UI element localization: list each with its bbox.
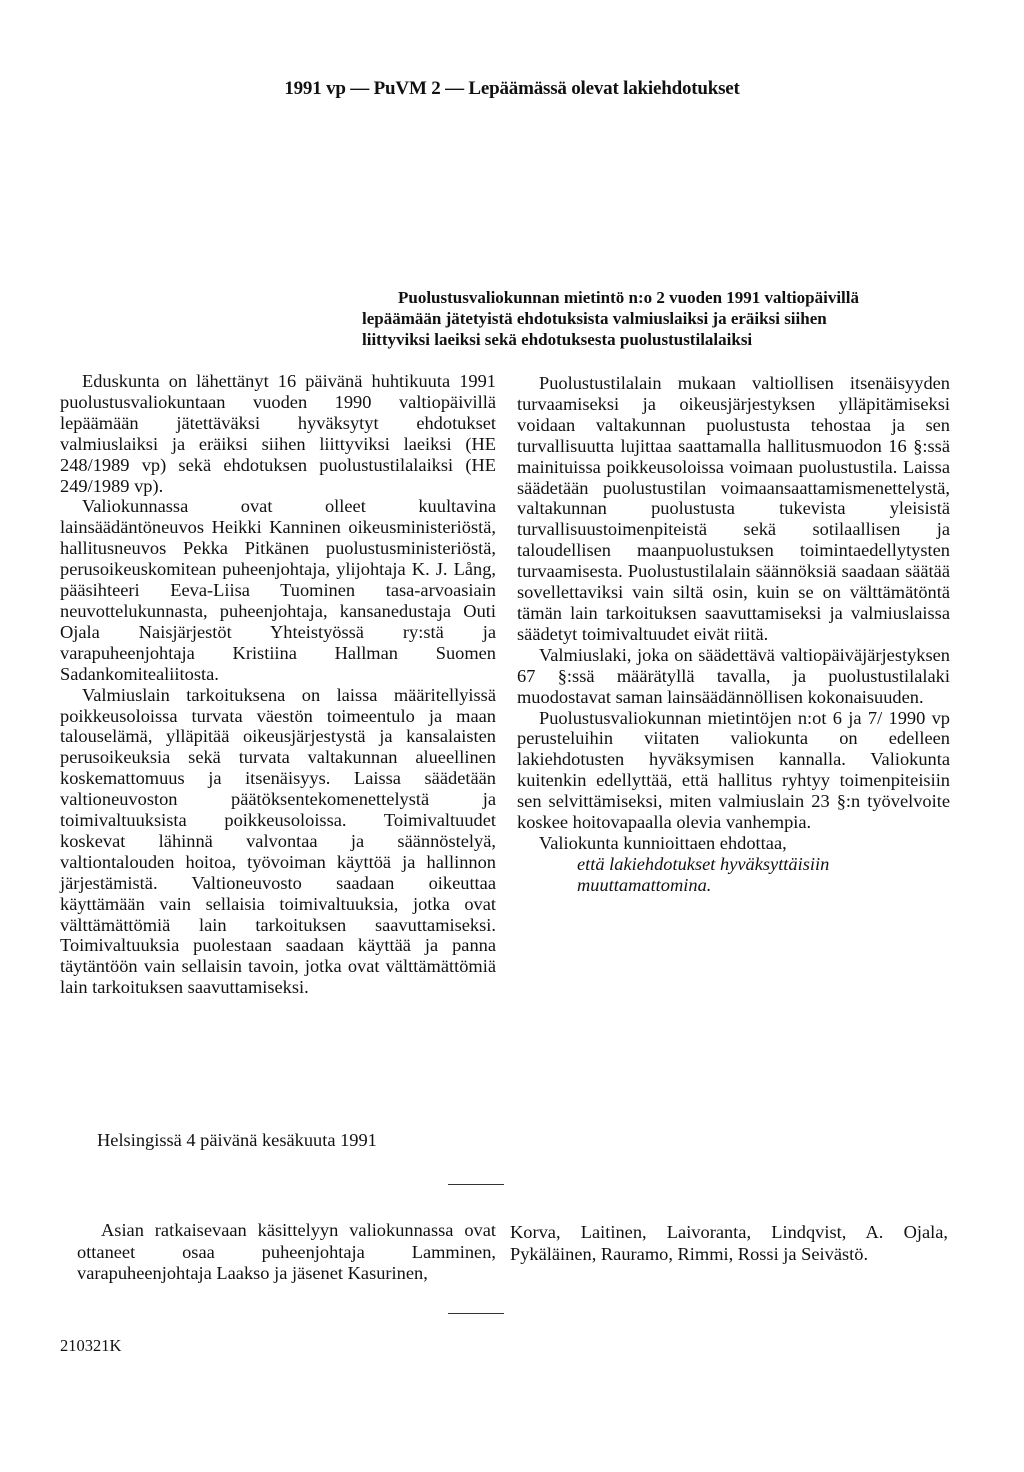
place-date: Helsingissä 4 päivänä kesäkuuta 1991 xyxy=(97,1130,377,1150)
proposal-text: että lakiehdotukset hyväksyttäisiin muuttamattomina. xyxy=(577,853,830,895)
divider xyxy=(448,1184,504,1185)
paragraph: Puolustusvaliokunnan mietintöjen n:ot 6 ja 7/ 1990 vp perusteluihin viitaten valiokunta on edelleen lakiehdotusten hyväksymisen kannalla. Valiokunta kuitenkin edellyttää, että hallitus ryhtyy toimenpiteisiin sen selvittämiseksi, miten valmiuslain 23 §:n työvelvoite koskee hoitovapaalla olevia vanhempia. xyxy=(517,707,950,833)
paragraph: Valmiuslaki, joka on säädettävä valtiopäiväjärjestyksen 67 §:ssä määrätyllä tavalla, ja puolustustilalaki muodostavat saman lainsäädännöllisen kokonaisuuden. xyxy=(517,644,950,707)
paragraph: Valiokunta kunnioittaen ehdottaa, xyxy=(539,832,787,853)
paragraph: Puolustustilalain mukaan valtiollisen itsenäisyyden turvaamiseksi ja oikeusjärjestyksen ylläpitämiseksi voidaan valtakunnan puolustusta tehostaa ja sen turvallisuutta lujittaa saattamalla hallitusmuodon 16 §:ssä mainituissa poikkeusoloissa voimaan puolustustila. Laissa säädetään puolustustilan voimaansaattamismenettelystä, valtakunnan puolustusta tukevista yleisistä turvallisuustoimenpiteistä sekä sotilaallisen ja taloudellisen maanpuolustuksen toimintaedellytysten turvaamisesta. Puolustustilalain säännöksiä saadaan säätää sovellettaviksi vain siltä osin, kuin se on välttämätöntä tämän lain tarkoituksen saavuttamiseksi ja valmiuslaissa säädetyt toimivaltuudet eivät riitä. xyxy=(517,373,950,644)
paragraph: Valmiuslain tarkoituksena on laissa määritellyissä poikkeusoloissa turvata väestön toimeentulo ja maan talouselämä, ylläpitää oikeusjärjestystä ja kansalaisten perusoikeuksia sekä turvata valtakunnan alueellinen koskemattomuus ja itsenäisyys. Laissa säädetään valtioneuvoston päätöksentekomenettelystä ja toimivaltuuksista poikkeusoloissa. Toimivaltuudet koskevat lähinnä valvontaa ja säännöstelyä, valtiontalouden hoitoa, työvoiman käyttöä ja hallinnon järjestämistä. Valtioneuvosto saadaan oikeuttaa käyttämään vain sellaisia toimivaltuuksia, jotka ovat välttämättömiä lain tarkoituksen saavuttamiseksi. Toimivaltuuksia puolestaan saadaan käyttää ja panna täytäntöön vain sellaisin tavoin, jotka ovat välttämättömiä lain tarkoituksen saavuttamiseksi. xyxy=(60,684,496,998)
title-line-1: Puolustusvaliokunnan mietintö n:o 2 vuoden 1991 valtiopäivillä xyxy=(398,288,859,307)
report-title xyxy=(362,287,962,350)
title-line-2: lepäämään jätetyistä ehdotuksista valmiuslaiksi ja eräiksi siihen xyxy=(362,309,827,328)
left-column xyxy=(60,371,496,998)
participants-left xyxy=(77,1220,496,1285)
paragraph: Eduskunta on lähettänyt 16 päivänä huhtikuuta 1991 puolustusvaliokuntaan vuoden 1990 valtiopäivillä lepäämään jätettäväksi hyväksytyt ehdotukset valmiuslaiksi ja eräiksi siihen liittyviksi laeiksi (HE 248/1989 vp) sekä ehdotuksen puolustustilalaiksi (HE 249/1989 vp). xyxy=(60,371,496,496)
right-column xyxy=(517,373,950,896)
title-line-3: liittyviksi laeiksi sekä ehdotuksesta puolustustilalaiksi xyxy=(362,330,753,349)
divider xyxy=(448,1313,504,1314)
page-header: 1991 vp — PuVM 2 — Lepäämässä olevat lakiehdotukset xyxy=(284,78,740,99)
paragraph: Valiokunnassa ovat olleet kuultavina lainsäädäntöneuvos Heikki Kanninen oikeusministeriöstä, hallitusneuvos Pekka Pitkänen puolustusministeriöstä, perusoikeuskomitean puheenjohtaja, ylijohtaja K. J. Lång, pääsihteeri Eeva-Liisa Tuominen tasa-arvoasiain neuvottelukunnasta, puheenjohtaja, kansanedustaja Outi Ojala Naisjärjestöt Yhteistyössä ry:stä ja varapuheenjohtaja Kristiina Hallman Suomen Sadankomitealiitosta. xyxy=(60,496,496,684)
print-code: 210321K xyxy=(60,1336,122,1355)
participants-right xyxy=(510,1222,948,1265)
participants-left-text: Asian ratkaisevaan käsittelyyn valiokunnassa ovat ottaneet osaa puheenjohtaja Lamminen, varapuheenjohtaja Laakso ja jäsenet Kasurinen, xyxy=(77,1220,496,1283)
participants-right-text: Korva, Laitinen, Laivoranta, Lindqvist, A. Ojala, Pykäläinen, Rauramo, Rimmi, Rossi ja Seivästö. xyxy=(510,1222,948,1264)
